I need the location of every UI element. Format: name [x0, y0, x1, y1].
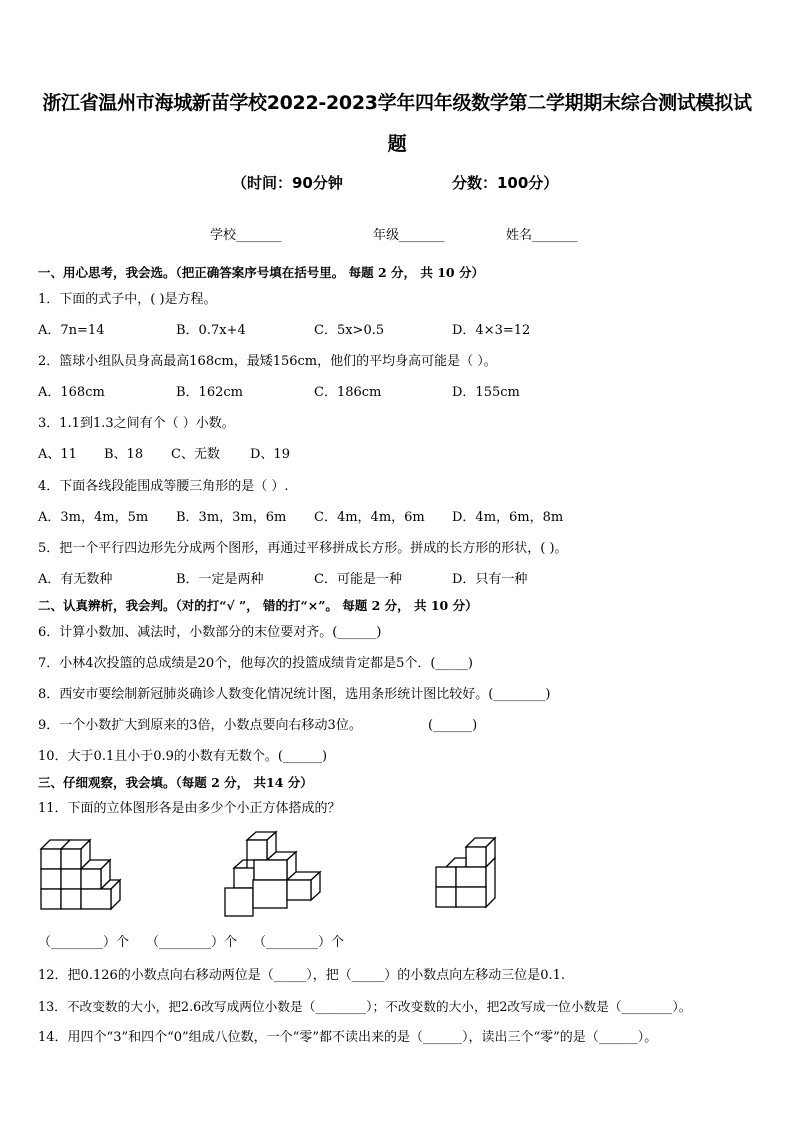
q1-option-b[interactable]: B．0.7x+4 — [176, 323, 246, 338]
time-limit: （时间：90分钟 — [232, 174, 343, 192]
q2-option-b[interactable]: B．162cm — [176, 385, 243, 400]
q11-answer-2[interactable]: （________）个 — [146, 935, 238, 950]
question-13: 13．不改变数的大小，把2.6改写成两位小数是（________）；不改变数的大小，把2改写成一位小数是（________）。 — [38, 999, 692, 1014]
cube-figure-2 — [222, 830, 332, 922]
q3-option-a[interactable]: A、11 — [38, 447, 77, 462]
question-12: 12．把0.126的小数点向右移动两位是（_____），把（_____）的小数点向左移动三位是0.1. — [38, 968, 566, 983]
question-3: 3．1.1到1.3之间有个（ ）小数。 — [38, 416, 235, 431]
section3-heading: 三、仔细观察，我会填。（每题 2 分， 共14 分） — [38, 775, 313, 790]
section2-heading: 二、认真辨析，我会判。（对的打“√ ”， 错的打“×”。 每题 2 分， 共 10 分） — [38, 598, 478, 613]
question-10: 10．大于0.1且小于0.9的小数有无数个。(______) — [38, 749, 328, 764]
q11-answer-1[interactable]: （________）个 — [38, 935, 130, 950]
q9-answer-blank[interactable]: (______) — [428, 718, 478, 733]
q5-option-c[interactable]: C．可能是一种 — [314, 572, 402, 587]
grade-field[interactable]: 年级_______ — [373, 228, 445, 243]
q1-option-a[interactable]: A．7n=14 — [38, 323, 105, 338]
question-5: 5．把一个平行四边形先分成两个图形，再通过平移拼成长方形。拼成的长方形的形状，( )。 — [38, 541, 568, 556]
exam-title-continued: 题 — [387, 133, 407, 155]
q4-option-b[interactable]: B．3m，3m，6m — [176, 510, 287, 525]
q2-option-c[interactable]: C．186cm — [314, 385, 382, 400]
q1-option-d[interactable]: D．4×3=12 — [452, 323, 531, 338]
school-field[interactable]: 学校_______ — [210, 228, 282, 243]
question-6: 6．计算小数加、减法时，小数部分的末位要对齐。(______) — [38, 625, 382, 640]
q5-option-a[interactable]: A．有无数种 — [38, 572, 113, 587]
question-7: 7．小林4次投篮的总成绩是20个，他每次的投篮成绩肯定都是5个．(_____) — [38, 656, 473, 671]
name-field[interactable]: 姓名_______ — [506, 228, 578, 243]
q2-option-a[interactable]: A．168cm — [38, 385, 105, 400]
q2-option-d[interactable]: D．155cm — [452, 385, 520, 400]
q5-option-b[interactable]: B．一定是两种 — [176, 572, 264, 587]
question-2: 2．篮球小组队员身高最高168cm，最矮156cm，他们的平均身高可能是（ ）。 — [38, 354, 497, 369]
exam-title: 浙江省温州市海城新苗学校2022-2023学年四年级数学第二学期期末综合测试模拟试 — [42, 92, 752, 114]
q5-option-d[interactable]: D．只有一种 — [452, 572, 528, 587]
q1-option-c[interactable]: C．5x>0.5 — [314, 323, 385, 338]
q11-answer-3[interactable]: （________）个 — [253, 935, 345, 950]
q3-option-d[interactable]: D、19 — [250, 447, 290, 462]
q4-option-d[interactable]: D．4m，6m，8m — [452, 510, 564, 525]
question-1: 1．下面的式子中，( )是方程。 — [38, 292, 217, 307]
q4-option-c[interactable]: C．4m，4m，6m — [314, 510, 425, 525]
q4-option-a[interactable]: A．3m，4m，5m — [38, 510, 149, 525]
section1-heading: 一、用心思考，我会选。（把正确答案序号填在括号里。 每题 2 分， 共 10 分） — [38, 265, 484, 280]
question-8: 8．西安市要绘制新冠肺炎确诊人数变化情况统计图，选用条形统计图比较好。(________) — [38, 687, 551, 702]
question-11: 11．下面的立体图形各是由多少个小正方体搭成的？ — [38, 801, 341, 816]
q3-option-b[interactable]: B、18 — [104, 447, 144, 462]
q3-option-c[interactable]: C、无数 — [171, 447, 220, 462]
total-score: 分数：100分） — [452, 174, 559, 192]
cube-figure-1 — [38, 834, 128, 922]
question-9: 9．一个小数扩大到原来的3倍，小数点要向右移动3位。 — [38, 718, 362, 733]
cube-figure-3 — [433, 834, 503, 922]
question-14: 14．用四个“3”和四个“0”组成八位数，一个“零”都不读出来的是（______），读出三个“零”的是（______）。 — [38, 1030, 658, 1045]
question-4: 4．下面各线段能围成等腰三角形的是（ ）. — [38, 479, 289, 494]
